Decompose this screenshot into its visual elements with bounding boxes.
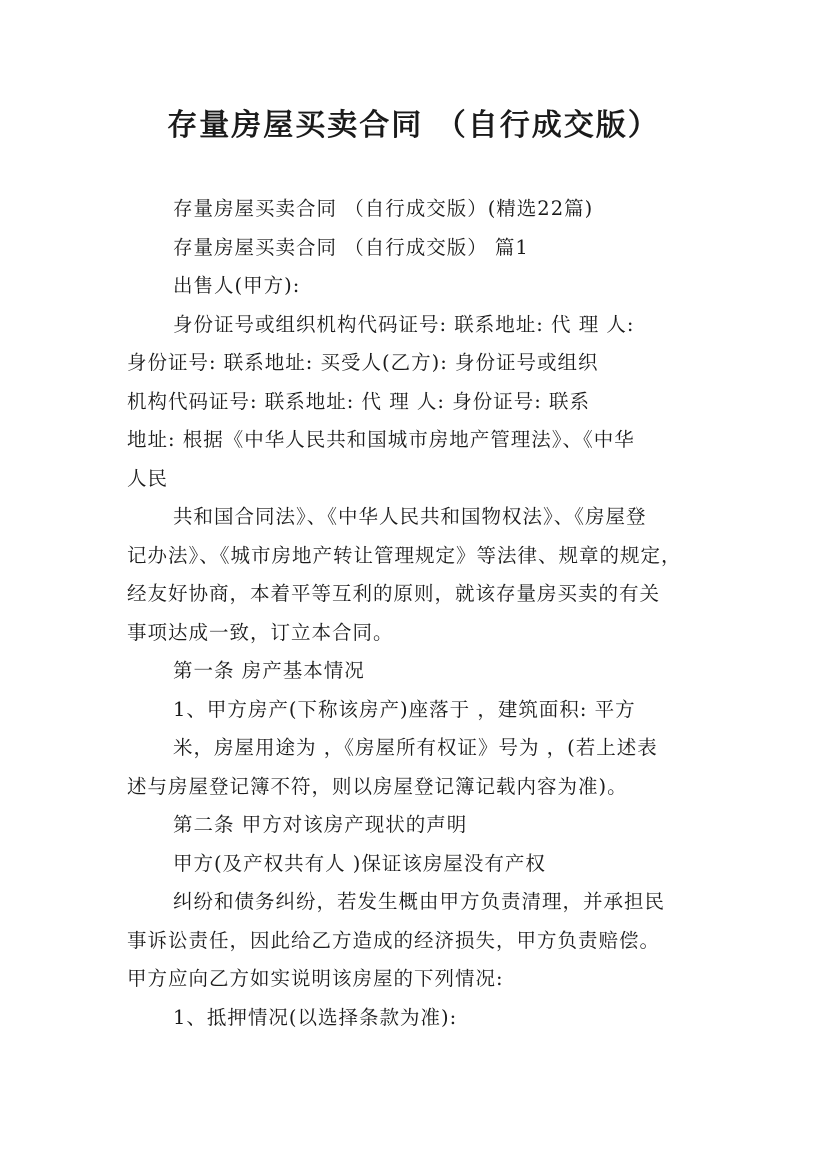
text-line: 身份证号或组织机构代码证号: 联系地址: 代 理 人: (173, 312, 635, 336)
text-line: 共和国合同法》、《中华人民共和国物权法》、《房屋登 (173, 505, 647, 528)
text-line: 经友好协商，本着平等互利的原则，就该存量房买卖的有关 (127, 582, 661, 605)
text-line: 述与房屋登记簿不符，则以房屋登记簿记载内容为准)。 (127, 774, 628, 798)
text-line: 米，房屋用途为 ，《房屋所有权证》号为 ，(若上述表 (173, 736, 658, 759)
text-line: 纠纷和债务纠纷，若发生概由甲方负责清理，并承担民 (173, 890, 666, 913)
text-line: 1、抵押情况(以选择条款为准): (173, 1005, 458, 1029)
text-line: 存量房屋买卖合同 （自行成交版） 篇1 (173, 235, 529, 259)
text-line: 第二条 甲方对该房产现状的声明 (173, 813, 468, 836)
text-line: 出售人(甲方): (173, 274, 301, 297)
text-line: 机构代码证号: 联系地址: 代 理 人: 身份证号: 联系 (127, 389, 590, 413)
document-title: 存量房屋买卖合同 （自行成交版） (167, 108, 660, 143)
text-line: 记办法》、《城市房地产转让管理规定》等法律、规章的规定， (127, 543, 682, 567)
text-line: 事诉讼责任，因此给乙方造成的经济损失，甲方负责赔偿。 (127, 928, 661, 952)
text-line: 1、甲方房产(下称该房产)座落于 ，建筑面积: 平方 (173, 697, 636, 721)
text-line: 地址: 根据《中华人民共和国城市房地产管理法》、《中华 (127, 428, 635, 451)
text-line: 甲方(及产权共有人 )保证该房屋没有产权 (173, 851, 546, 875)
document-body (127, 190, 727, 1037)
text-line: 第一条 房产基本情况 (173, 659, 365, 682)
text-line: 甲方应向乙方如实说明该房屋的下列情况: (127, 967, 504, 990)
text-line: 存量房屋买卖合同 （自行成交版）(精选22篇) (173, 197, 594, 220)
text-line: 事项达成一致，订立本合同。 (127, 620, 394, 644)
text-line: 人民 (127, 466, 169, 490)
text-line: 身份证号: 联系地址: 买受人(乙方): 身份证号或组织 (127, 351, 599, 374)
